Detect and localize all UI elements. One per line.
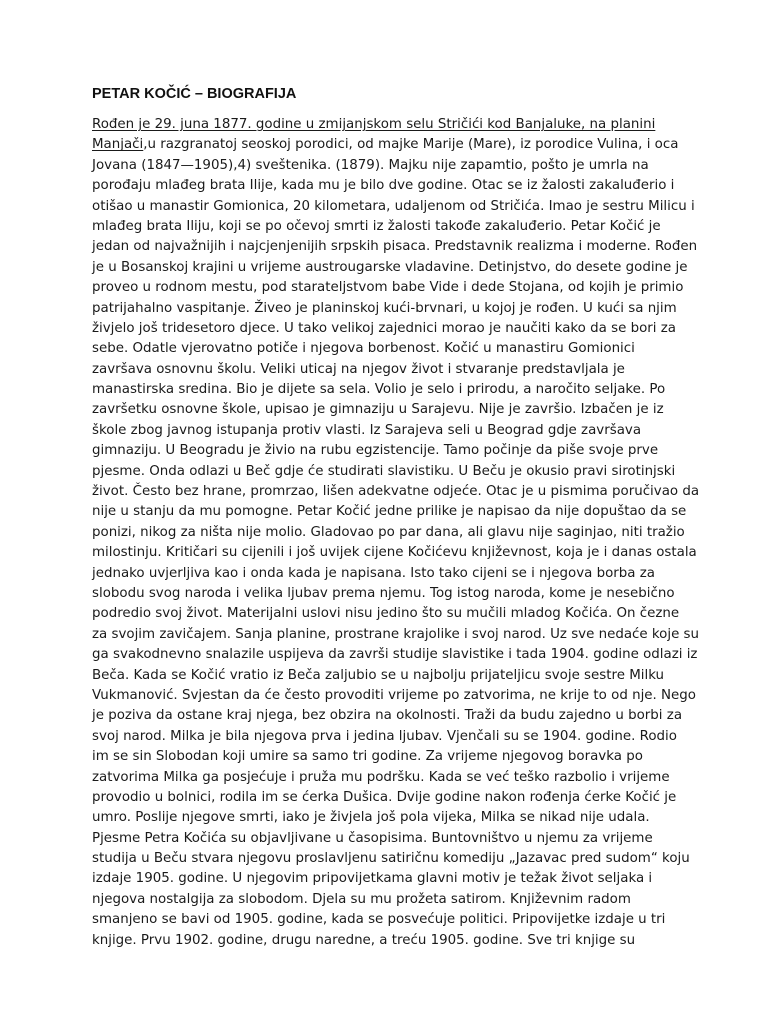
text-line: Vukmanović. Svjestan da će često provoditi vrijeme po zatvorima, ne krije to od nje. Nego bbox=[92, 687, 696, 703]
text-line: zatvorima Milka ga posjećuje i pruža mu podršku. Kada se već teško razbolio i vrijeme bbox=[92, 769, 670, 785]
text-line: pjesme. Onda odlazi u Beč gdje će studirati slavistiku. U Beču je okusio pravi sirotinjski bbox=[92, 463, 676, 479]
text-line: živjelo još tridesetoro djece. U tako velikoj zajednici morao je naučiti kako da se bori za bbox=[92, 320, 676, 336]
text-line: nije u stanju da mu pomogne. Petar Kočić jedne prilike je napisao da nije dopuštao da se bbox=[92, 504, 687, 520]
text-line: slobodu svog naroda i velika ljubav prema njemu. Tog istog naroda, kome je nesebično bbox=[92, 585, 675, 601]
text-line: za svojim zavičajem. Sanja planine, prostrane krajolike i svoj narod. Uz sve nedaće koje su bbox=[92, 626, 700, 642]
text-line bbox=[92, 115, 692, 135]
text-line: otišao u manastir Gomionica, 20 kilometara, udaljenom od Stričića. Imao je sestru Milicu i bbox=[92, 198, 695, 214]
text-line: završava osnovnu školu. Veliki uticaj na njegov život i stvaranje predstavljala je bbox=[92, 361, 625, 377]
text-line: život. Često bez hrane, promrzao, lišen adekvatne odjeće. Otac je u pismima poručivao da bbox=[92, 484, 700, 500]
document-title: PETAR KOČIĆ – BIOGRAFIJA bbox=[92, 86, 297, 102]
text-line: ponizi, nikog za ništa nije molio. Gladovao po par dana, ali glavu nije saginjao, niti tražio bbox=[92, 524, 685, 540]
text-line: ga svakodnevno snalazile uspijeva da završi studije slavistike i tada 1904. godine odlazi iz bbox=[92, 647, 698, 663]
paragraph-lines bbox=[92, 156, 700, 951]
text-line bbox=[92, 135, 692, 155]
underlined-text: Manjači bbox=[92, 137, 144, 153]
text-line: je poziva da ostane kraj njega, bez obzira na okolnosti. Traži da budu zajedno u borbi za bbox=[92, 708, 683, 724]
text-line: im se sin Slobodan koji umire sa samo tri godine. Za vrijeme njegovog boravka po bbox=[92, 749, 643, 765]
text-line: gimnaziju. U Beogradu je živio na rubu egzistencije. Tamo počinje da piše svoje prve bbox=[92, 443, 659, 459]
text-line: izdaje 1905. godine. U njegovim pripovijetkama glavni motiv je težak život seljaka i bbox=[92, 871, 653, 887]
text-line: njegova nostalgija za slobodom. Djela su mu prožeta satirom. Književnim radom bbox=[92, 891, 631, 907]
text-line: Beča. Kada se Kočić vratio iz Beča zaljubio se u najbolju prijateljicu svoje sestre Milku bbox=[92, 667, 665, 683]
text-line: manastirska sredina. Bio je dijete sa sela. Volio je selo i prirodu, a naročito seljake. Po bbox=[92, 382, 666, 398]
text-line: knjige. Prvu 1902. godine, drugu naredne, a treću 1905. godine. Sve tri knjige su bbox=[92, 932, 636, 948]
text-line: provodio u bolnici, rodila im se ćerka Dušica. Dvije godine nakon rođenja ćerke Kočić je bbox=[92, 789, 677, 805]
text-line: završetku osnovne škole, upisao je gimnaziju u Sarajevu. Nije je završio. Izbačen je iz bbox=[92, 402, 664, 418]
text-line: jednako uvjerljiva kao i onda kada je napisana. Isto tako cijeni se i njegova borba za bbox=[92, 565, 655, 581]
text-line: umro. Poslije njegove smrti, iako je živjela još pola vijeka, Milka se nikad nije udala. bbox=[92, 810, 650, 826]
underlined-text: Rođen je 29. juna 1877. godine u zmijanjskom selu Stričići kod Banjaluke, na planini bbox=[92, 117, 656, 132]
text-segment: ,u razgranatoj seoskoj porodici, od majke Marije (Mare), iz porodice Vulina, i oca bbox=[143, 137, 679, 153]
text-line: podredio svoj život. Materijalni uslovi nisu jedino što su mučili mladog Kočića. On čezne bbox=[92, 606, 680, 622]
text-line: smanjeno se bavi od 1905. godine, kada se posvećuje politici. Pripovijetke izdaje u tri bbox=[92, 912, 666, 928]
text-line: studija u Beču stvara njegovu proslavljenu satiričnu komediju „Jazavac pred sudom“ koju bbox=[92, 851, 690, 867]
text-line: mlađeg brata Iliju, koji se po očevoj smrti iz žalosti takođe zakaluđerio. Petar Kočić je bbox=[92, 218, 661, 234]
biography-text bbox=[92, 115, 700, 951]
text-line: porođaju mlađeg brata Ilije, kada mu je bilo dve godine. Otac se iz žalosti zakaluđerio i bbox=[92, 178, 675, 194]
text-line: škole zbog javnog istupanja protiv vlasti. Iz Sarajeva seli u Beograd gdje završava bbox=[92, 422, 642, 438]
text-line: svoj narod. Milka je bila njegova prva i jedina ljubav. Vjenčali su se 1904. godine. Rodio bbox=[92, 728, 677, 744]
text-line: sebe. Odatle vjerovatno potiče i njegova borbenost. Kočić u manastiru Gomionici bbox=[92, 341, 635, 357]
text-line: je u Bosanskoj krajini u vrijeme austrougarske vladavine. Detinjstvo, do desete godine je bbox=[92, 259, 688, 275]
text-line: patrijahalno vaspitanje. Živeo je planinskoj kući-brvnari, u kojoj je rođen. U kući sa njim bbox=[92, 300, 677, 316]
text-line: proveo u rodnom mestu, pod starateljstvom babe Vide i dede Stojana, od kojih je primio bbox=[92, 280, 684, 296]
text-line: Pjesme Petra Kočića su objavljivane u časopisima. Buntovništvo u njemu za vrijeme bbox=[92, 830, 653, 846]
text-line: jedan od najvažnijih i najcjenjenijih srpskih pisaca. Predstavnik realizma i moderne. Rođen bbox=[92, 239, 698, 255]
text-line: Jovana (1847—1905),4) sveštenika. (1879). Majku nije zapamtio, pošto je umrla na bbox=[92, 157, 649, 173]
text-line: milostinju. Kritičari su cijenili i još uvijek cijene Kočićevu književnost, koja je i danas ostala bbox=[92, 545, 697, 561]
